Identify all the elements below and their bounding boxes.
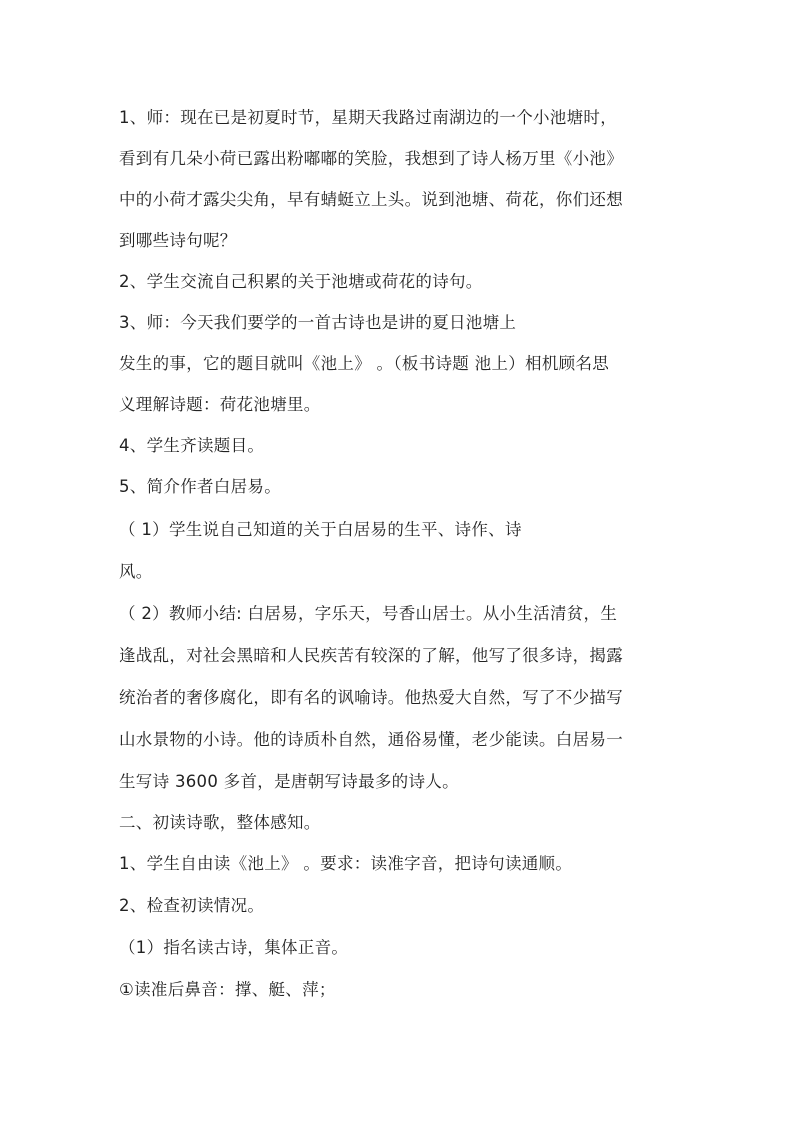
paragraph-line: 义理解诗题：荷花池塘里。 xyxy=(119,395,321,414)
paragraph-line: 到哪些诗句呢？ xyxy=(119,231,237,250)
section-heading: 二、初读诗歌，整体感知。 xyxy=(119,813,321,832)
paragraph-line: 发生的事，它的题目就叫《池上》 。（板书诗题 池上）相机顾名思 xyxy=(119,354,610,373)
paragraph-line: 5、简介作者白居易。 xyxy=(119,477,281,496)
paragraph-line: 1、学生自由读《池上》 。要求：读准字音，把诗句读通顺。 xyxy=(119,854,573,873)
paragraph-line: 统治者的奢侈腐化，即有名的讽喻诗。他热爱大自然，写了不少描写 xyxy=(119,688,623,707)
paragraph-line: 风。 xyxy=(119,562,153,581)
paragraph-line: ①读准后鼻音：撑、艇、萍； xyxy=(119,980,336,999)
paragraph-line: 3、师：今天我们要学的一首古诗也是讲的夏日池塘上 xyxy=(119,313,517,332)
paragraph-line: （ 2）教师小结: 白居易，字乐天，号香山居士。从小生活清贫，生 xyxy=(119,604,618,623)
paragraph-line: （ 1）学生说自己知道的关于白居易的生平、诗作、诗 xyxy=(119,520,522,539)
paragraph-line: 1、师：现在已是初夏时节，星期天我路过南湖边的一个小池塘时， xyxy=(119,108,617,127)
paragraph-line: 逢战乱，对社会黑暗和人民疾苦有较深的了解，他写了很多诗，揭露 xyxy=(119,646,623,665)
paragraph-line: 2、学生交流自己积累的关于池塘或荷花的诗句。 xyxy=(119,272,483,291)
paragraph-line: 山水景物的小诗。他的诗质朴自然，通俗易懂，老少能读。白居易一 xyxy=(119,730,623,749)
paragraph-line: 4、学生齐读题目。 xyxy=(119,436,265,455)
paragraph-line: 中的小荷才露尖尖角，早有蜻蜓立上头。说到池塘、荷花，你们还想 xyxy=(119,190,623,209)
paragraph-line: （1）指名读古诗，集体正音。 xyxy=(119,938,349,957)
paragraph-line: 生写诗 3600 多首，是唐朝写诗最多的诗人。 xyxy=(119,772,459,791)
paragraph-line: 看到有几朵小荷已露出粉嘟嘟的笑脸，我想到了诗人杨万里《小池》 xyxy=(119,149,623,168)
paragraph-line: 2、检查初读情况。 xyxy=(119,896,265,915)
